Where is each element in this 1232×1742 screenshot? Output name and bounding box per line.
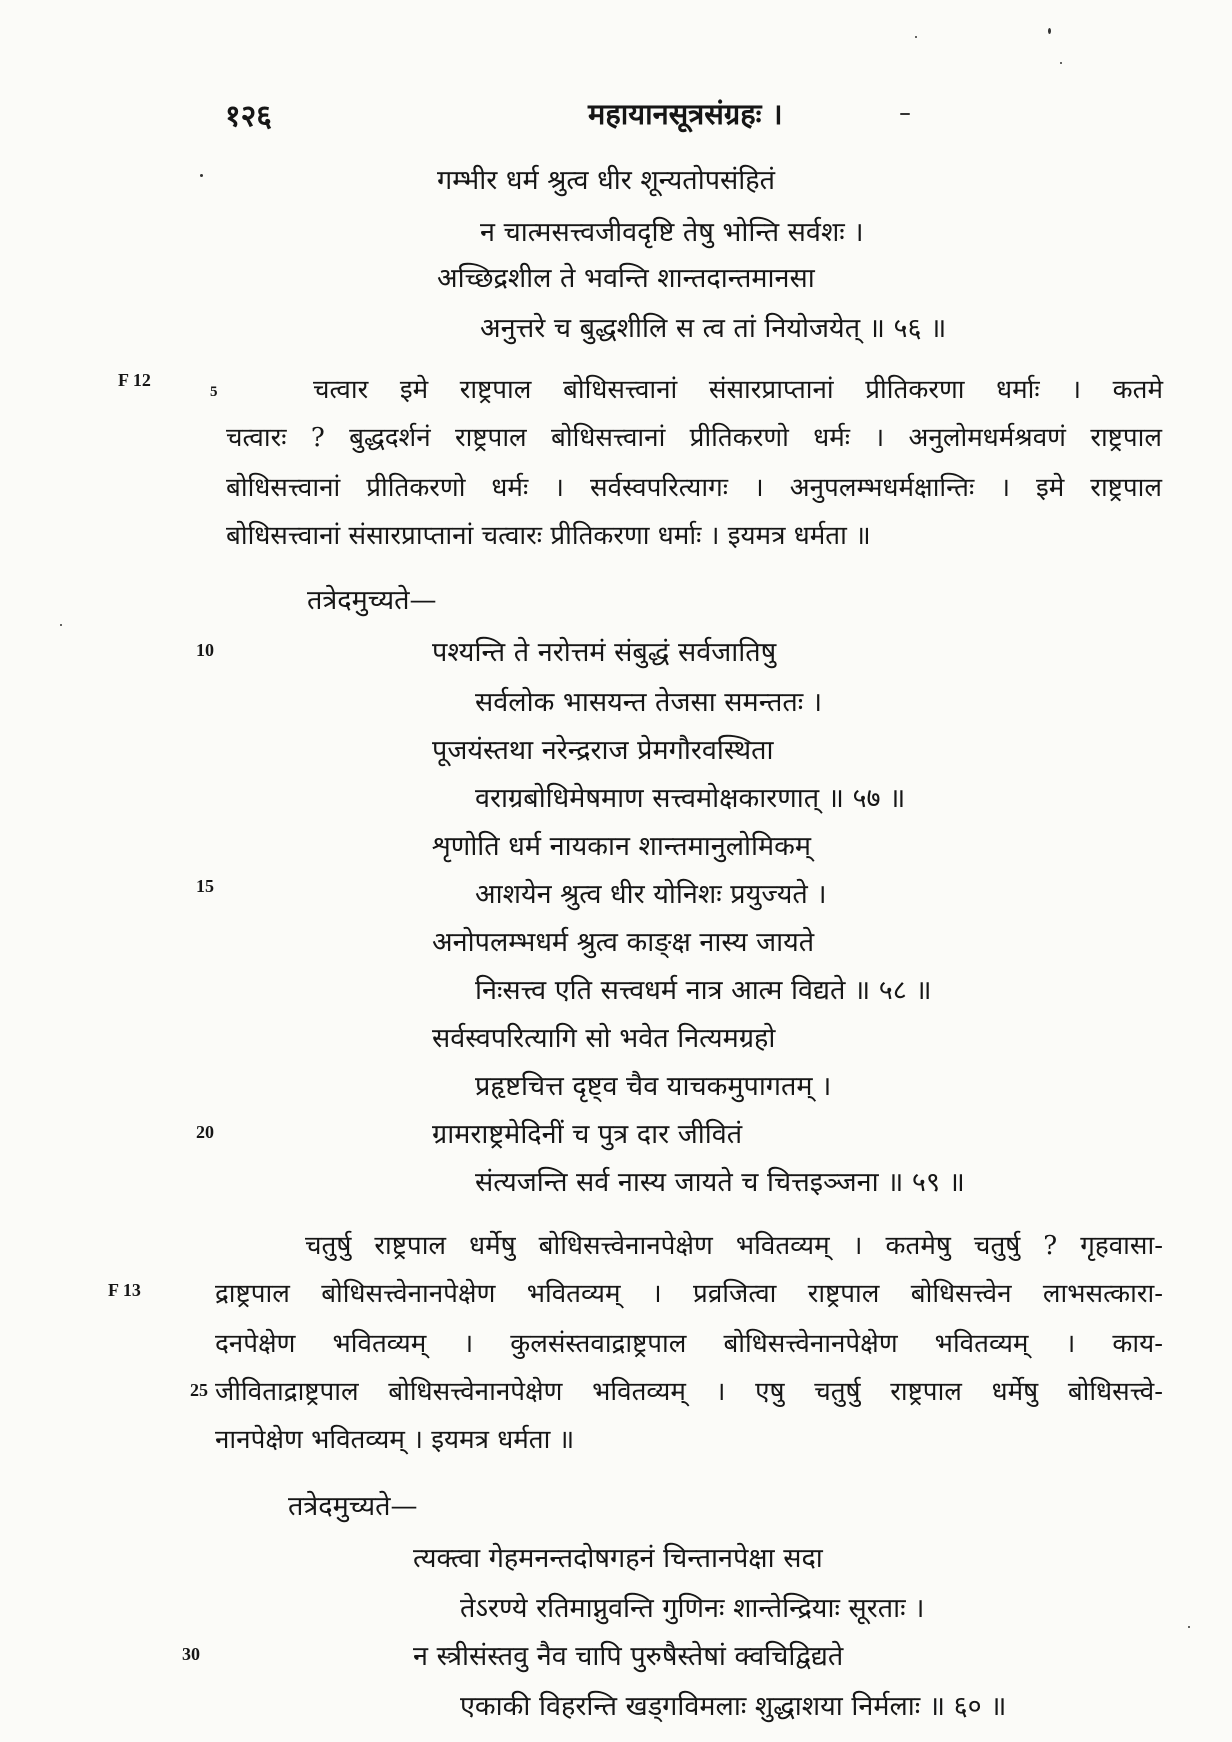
intro-tatredam-1: तत्रेदमुच्यते— <box>307 585 437 616</box>
verse-59-line-2: प्रहृष्टचित्त दृष्ट्व चैव याचकमुपागतम् । <box>475 1071 832 1102</box>
line-number-5: 5 <box>210 384 218 400</box>
line-number-10: 10 <box>196 640 214 660</box>
intro-tatredam-2: तत्रेदमुच्यते— <box>288 1491 418 1522</box>
paragraph-2-line-3: दनपेक्षेण भवितव्यम् । कुलसंस्तवाद्राष्ट्रपाल बोधिसत्त्वेनानपेक्षेण भवितव्यम् । काय- <box>215 1329 1163 1359</box>
verse-60-line-2: तेऽरण्ये रतिमाप्नुवन्ति गुणिनः शान्तेन्द्रियाः सूरताः । <box>460 1593 925 1624</box>
scan-speck <box>1060 62 1062 64</box>
verse-59-line-3: ग्रामराष्ट्रमेदिनीं च पुत्र दार जीवितं <box>432 1119 743 1150</box>
verse-60-line-4: एकाकी विहरन्ति खड्गविमलाः शुद्धाशया निर्मलाः ॥ ६० ॥ <box>460 1691 1007 1722</box>
scan-speck <box>1188 1626 1190 1628</box>
scan-speck <box>915 36 917 38</box>
verse-58-line-1: शृणोति धर्म नायकान शान्तमानुलोमिकम् <box>432 831 812 862</box>
verse-60-line-1: त्यक्त्वा गेहमनन्तदोषगहनं चिन्तानपेक्षा सदा <box>413 1543 823 1574</box>
verse-57-line-4: वराग्रबोधिमेषमाण सत्त्वमोक्षकारणात् ॥ ५७ ॥ <box>475 783 906 814</box>
scan-speck <box>200 174 203 177</box>
verse-60-line-3: न स्त्रीसंस्तवु नैव चापि पुरुषैस्तेषां क्वचिद्विद्यते <box>413 1641 844 1672</box>
paragraph-1-line-2: चत्वारः ? बुद्धदर्शनं राष्ट्रपाल बोधिसत्त्वानां प्रीतिकरणो धर्मः । अनुलोमधर्मश्रवणं राष्ट्रपाल <box>226 423 1162 453</box>
line-number-25: 25 <box>190 1380 208 1400</box>
scan-speck <box>900 113 910 115</box>
paragraph-1-line-4: बोधिसत्त्वानां संसारप्राप्तानां चत्वारः प्रीतिकरणा धर्माः । इयमत्र धर्मता ॥ <box>226 521 871 551</box>
verse-58-line-4: निःसत्त्व एति सत्त्वधर्म नात्र आत्म विद्यते ॥ ५८ ॥ <box>475 975 932 1006</box>
verse-58-line-3: अनोपलम्भधर्म श्रुत्व काङ्क्ष नास्य जायते <box>432 927 815 958</box>
paragraph-2-line-1: चतुर्षु राष्ट्रपाल धर्मेषु बोधिसत्त्वेनानपेक्षेण भवितव्यम् । कतमेषु चतुर्षु ? गृहवासा- <box>305 1231 1163 1261</box>
running-title: महायानसूत्रसंग्रहः । <box>588 97 783 131</box>
scan-speck <box>1048 28 1051 34</box>
paragraph-1-line-1: चत्वार इमे राष्ट्रपाल बोधिसत्त्वानां संसारप्राप्तानां प्रीतिकरणा धर्माः । कतमे <box>313 375 1163 405</box>
verse-56-line-4: अनुत्तरे च बुद्धशीलि स त्व तां नियोजयेत् ॥ ५६ ॥ <box>480 313 947 344</box>
verse-57-line-3: पूजयंस्तथा नरेन्द्रराज प्रेमगौरवस्थिता <box>432 735 774 766</box>
verse-59-line-4: संत्यजन्ति सर्व नास्य जायते च चित्तइञ्जना ॥ ५९ ॥ <box>475 1167 965 1198</box>
verse-59-line-1: सर्वस्वपरित्यागि सो भवेत नित्यमग्रहो <box>432 1023 776 1054</box>
verse-56-line-2: न चात्मसत्त्वजीवदृष्टि तेषु भोन्ति सर्वशः । <box>480 217 864 248</box>
verse-56-line-3: अच्छिद्रशील ते भवन्ति शान्तदान्तमानसा <box>437 263 815 294</box>
folio-marker-f13: F 13 <box>108 1280 141 1300</box>
folio-marker-f12: F 12 <box>118 370 151 390</box>
paragraph-2-line-5: नानपेक्षेण भवितव्यम् । इयमत्र धर्मता ॥ <box>215 1425 575 1455</box>
verse-58-line-2: आशयेन श्रुत्व धीर योनिशः प्रयुज्यते । <box>475 879 827 910</box>
line-number-20: 20 <box>196 1122 214 1142</box>
paragraph-1-line-3: बोधिसत्त्वानां प्रीतिकरणो धर्मः । सर्वस्वपरित्यागः । अनुपलम्भधर्मक्षान्तिः । इमे राष्ट्रपाल <box>226 473 1162 503</box>
scan-speck <box>60 624 62 626</box>
paragraph-2-line-4: जीविताद्राष्ट्रपाल बोधिसत्त्वेनानपेक्षेण भवितव्यम् । एषु चतुर्षु राष्ट्रपाल धर्मेषु बोधिसत्त्वे- <box>215 1377 1163 1407</box>
verse-57-line-2: सर्वलोक भासयन्त तेजसा समन्ततः । <box>475 687 823 718</box>
paragraph-2-line-2: द्राष्ट्रपाल बोधिसत्त्वेनानपेक्षेण भवितव्यम् । प्रव्रजित्वा राष्ट्रपाल बोधिसत्त्वेन लाभसत्कारा- <box>215 1279 1163 1309</box>
page-number: १२६ <box>225 99 272 134</box>
verse-57-line-1: पश्यन्ति ते नरोत्तमं संबुद्धं सर्वजातिषु <box>432 637 777 668</box>
verse-56-line-1: गम्भीर धर्म श्रुत्व धीर शून्यतोपसंहितं <box>437 165 775 196</box>
line-number-15: 15 <box>196 876 214 896</box>
line-number-30: 30 <box>182 1644 200 1664</box>
